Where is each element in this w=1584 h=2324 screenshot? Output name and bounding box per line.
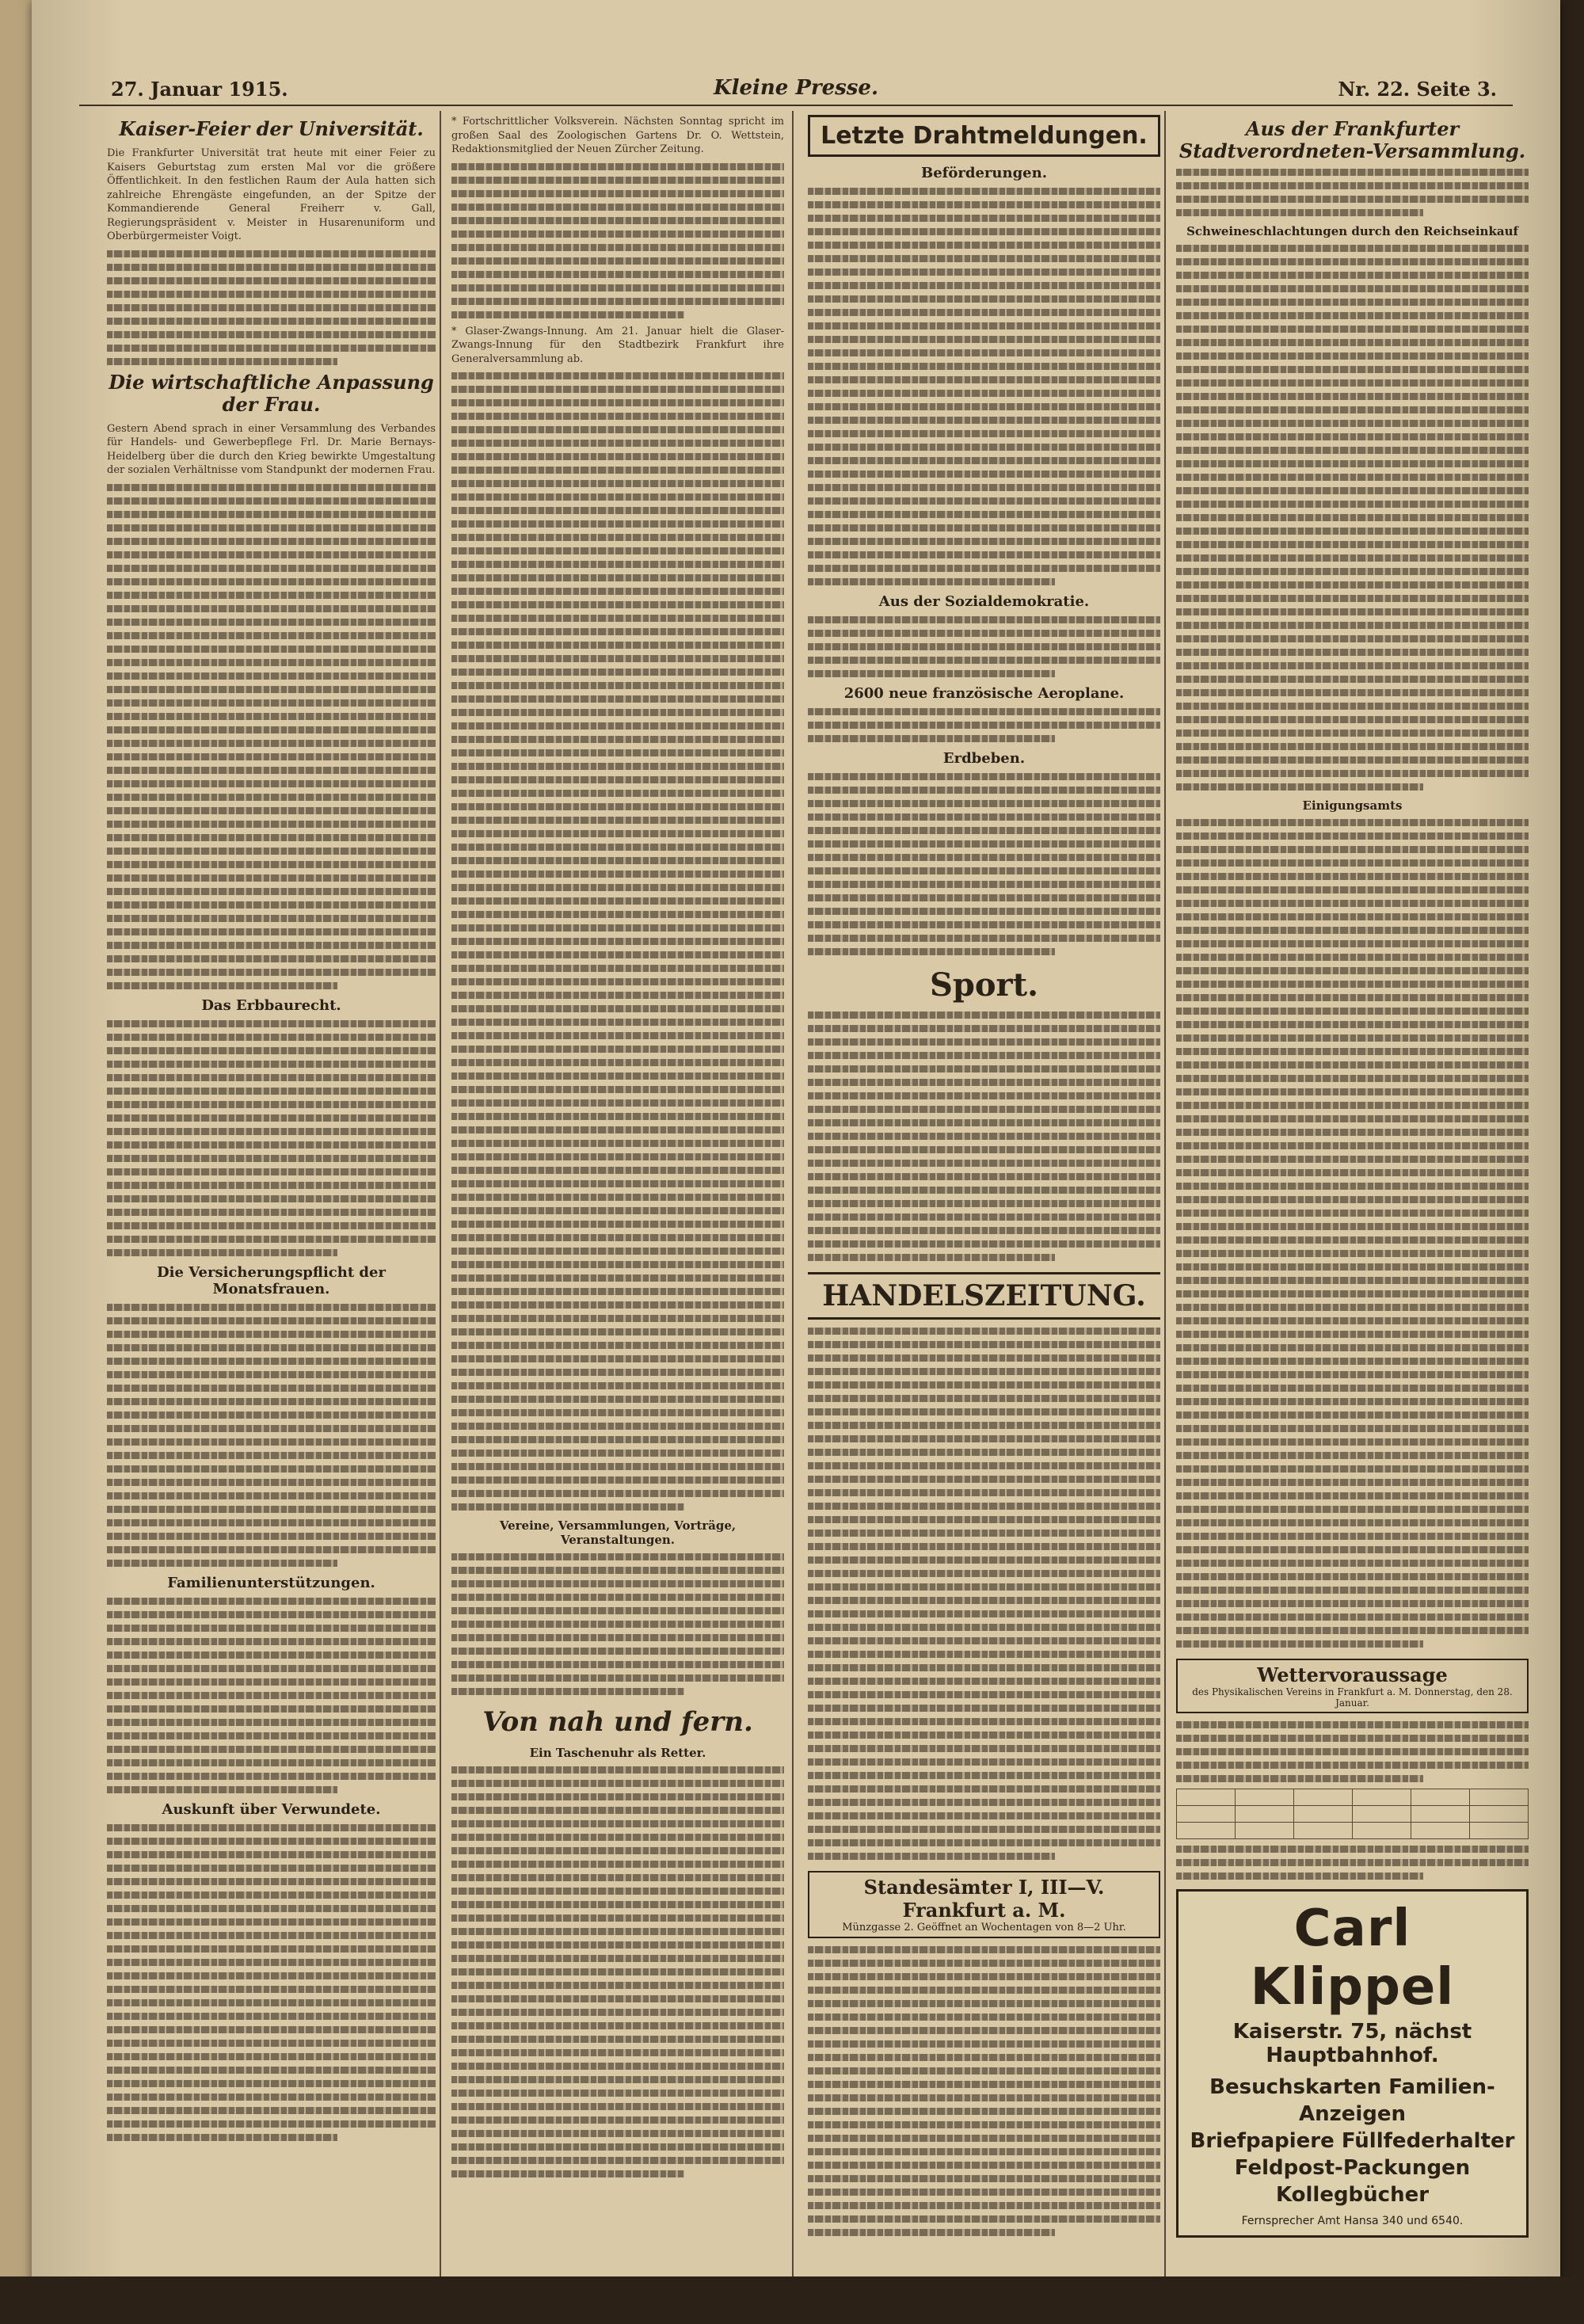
article-body-lines xyxy=(107,1824,436,2141)
article-body-lines xyxy=(808,616,1160,677)
article-body-lines xyxy=(1176,1721,1529,1782)
article-body-lines xyxy=(107,250,436,365)
article-body-lines xyxy=(1176,1846,1529,1880)
adjacent-page-edge xyxy=(0,0,32,2324)
weather-heading xyxy=(1176,1659,1529,1713)
ad-phone: Fernsprecher Amt Hansa 340 und 6540. xyxy=(1241,2215,1464,2227)
standesamt-title: Standesämter I, III—V. Frankfurt a. M. xyxy=(863,1876,1105,1922)
article-headline: Die wirtschaftliche Anpassung der Frau. xyxy=(109,370,434,416)
section-subhead: Familienunterstützungen. xyxy=(167,1574,375,1591)
column-2 xyxy=(451,115,784,2184)
article-body-lines xyxy=(808,773,1160,955)
article-body-lines xyxy=(808,188,1160,585)
article-headline: Aus der Frankfurter Stadtverordneten-Versammlung. xyxy=(1178,117,1526,162)
ad-line: Briefpapiere Füllfederhalter xyxy=(1190,2129,1515,2153)
section-subhead: Die Versicherungspflicht der Monatsfrauen. xyxy=(157,1263,386,1297)
section-subhead: Auskunft über Verwundete. xyxy=(162,1800,381,1818)
weather-title: Wettervoraussage xyxy=(1257,1663,1448,1686)
section-subhead: 2600 neue französische Aeroplane. xyxy=(843,685,1125,702)
article-body-lines xyxy=(107,1020,436,1256)
advertisement xyxy=(1176,1889,1529,2238)
article-body-lines xyxy=(107,1304,436,1567)
ad-line: Besuchskarten Familien-Anzeigen xyxy=(1209,2075,1495,2126)
weather-subtitle: des Physikalischen Vereins in Frankfurt a. M. Donnerstag, den 28. Januar. xyxy=(1192,1686,1513,1709)
article-body-lines xyxy=(808,1328,1160,1860)
handelszeitung-heading: HANDELSZEITUNG. xyxy=(808,1272,1160,1320)
ad-address: Kaiserstr. 75, nächst Hauptbahnhof. xyxy=(1232,2020,1472,2067)
section-subhead: Aus der Sozialdemokratie. xyxy=(878,593,1090,610)
section-subhead: Erdbeben. xyxy=(942,750,1026,767)
section-subhead: Schweineschlachtungen durch den Reichseinkauf xyxy=(1186,224,1518,238)
article-body-lines xyxy=(1176,819,1529,1648)
article-body: Die Frankfurter Universität trat heute mit einer Feier zu Kaisers Geburtstag zum ersten Mal vor die größere Öffentlichkeit. In den festlichen Raum der Aula hatten sich zahlreiche Ehrengäste eingefunden, an der Spitze der Kommandierende General Freiherr v. Gall, Regierungspräsident v. Meister in Husarenuniform und Oberbürgermeister Voigt. xyxy=(107,147,436,242)
header-date: 27. Januar 1915. xyxy=(111,78,288,101)
article-body-lines xyxy=(451,163,784,318)
column-1 xyxy=(107,115,436,2147)
column-rule xyxy=(1164,111,1166,2281)
article-body-lines xyxy=(1176,245,1529,791)
page-header xyxy=(79,73,1513,106)
header-paper-title: Kleine Presse. xyxy=(713,76,879,100)
section-subhead: Beförderungen. xyxy=(921,165,1047,181)
article-body-lines xyxy=(451,1553,784,1695)
column-3 xyxy=(808,115,1160,2242)
article-body: Gestern Abend sprach in einer Versammlung des Verbandes für Handels- und Gewerbepflege Frl. Dr. Marie Bernays-Heidelberg über die durch den Krieg bewirkte Umgestaltung der sozialen Verhältnisse vom Standpunkt der modernen Frau. xyxy=(107,422,436,476)
section-box-heading: Letzte Drahtmeldungen. xyxy=(808,115,1160,157)
weather-table xyxy=(1176,1789,1529,1839)
article-body-lines xyxy=(808,1946,1160,2236)
header-issue-number: Nr. 22. Seite 3. xyxy=(1338,78,1497,101)
ad-line: Feldpost-Packungen Kollegbücher xyxy=(1234,2156,1471,2207)
standesamt-subtitle: Münzgasse 2. Geöffnet an Wochentagen von 8—2 Uhr. xyxy=(842,1922,1126,1933)
section-subhead: Einigungsamts xyxy=(1302,798,1403,813)
sport-heading: Sport. xyxy=(929,966,1038,1004)
column-rule xyxy=(792,111,794,2281)
column-rule xyxy=(440,111,441,2281)
article-headline: Kaiser-Feier der Universität. xyxy=(119,117,424,140)
article-body: * Fortschrittlicher Volksverein. Nächsten Sonntag spricht im großen Saal des Zoologischen Gartens Dr. O. Wettstein, Redaktionsmitglied der Neuen Zürcher Zeitung. xyxy=(451,116,784,155)
article-body-lines xyxy=(808,708,1160,742)
standesamt-heading xyxy=(808,1871,1160,1938)
ad-company-name: Carl Klippel xyxy=(1250,1899,1455,2017)
article-body-lines xyxy=(107,484,436,989)
article-body-lines xyxy=(808,1012,1160,1261)
article-body-lines xyxy=(107,1598,436,1793)
section-subhead: Ein Taschenuhr als Retter. xyxy=(529,1746,706,1760)
article-body-lines xyxy=(1176,169,1529,216)
section-subhead: Das Erbbaurecht. xyxy=(201,996,341,1014)
article-body-lines xyxy=(451,372,784,1511)
article-body: * Glaser-Zwangs-Innung. Am 21. Januar hielt die Glaser-Zwangs-Innung für den Stadtbezirk Frankfurt ihre Generalversammlung ab. xyxy=(451,325,784,365)
newspaper-page xyxy=(32,0,1560,2324)
article-headline: Von nah und fern. xyxy=(482,1706,753,1738)
scan-background xyxy=(0,2276,1584,2324)
section-subhead: Vereine, Versammlungen, Vorträge, Veranstaltungen. xyxy=(499,1518,737,1547)
column-4 xyxy=(1176,115,1529,2238)
article-body-lines xyxy=(451,1766,784,2177)
